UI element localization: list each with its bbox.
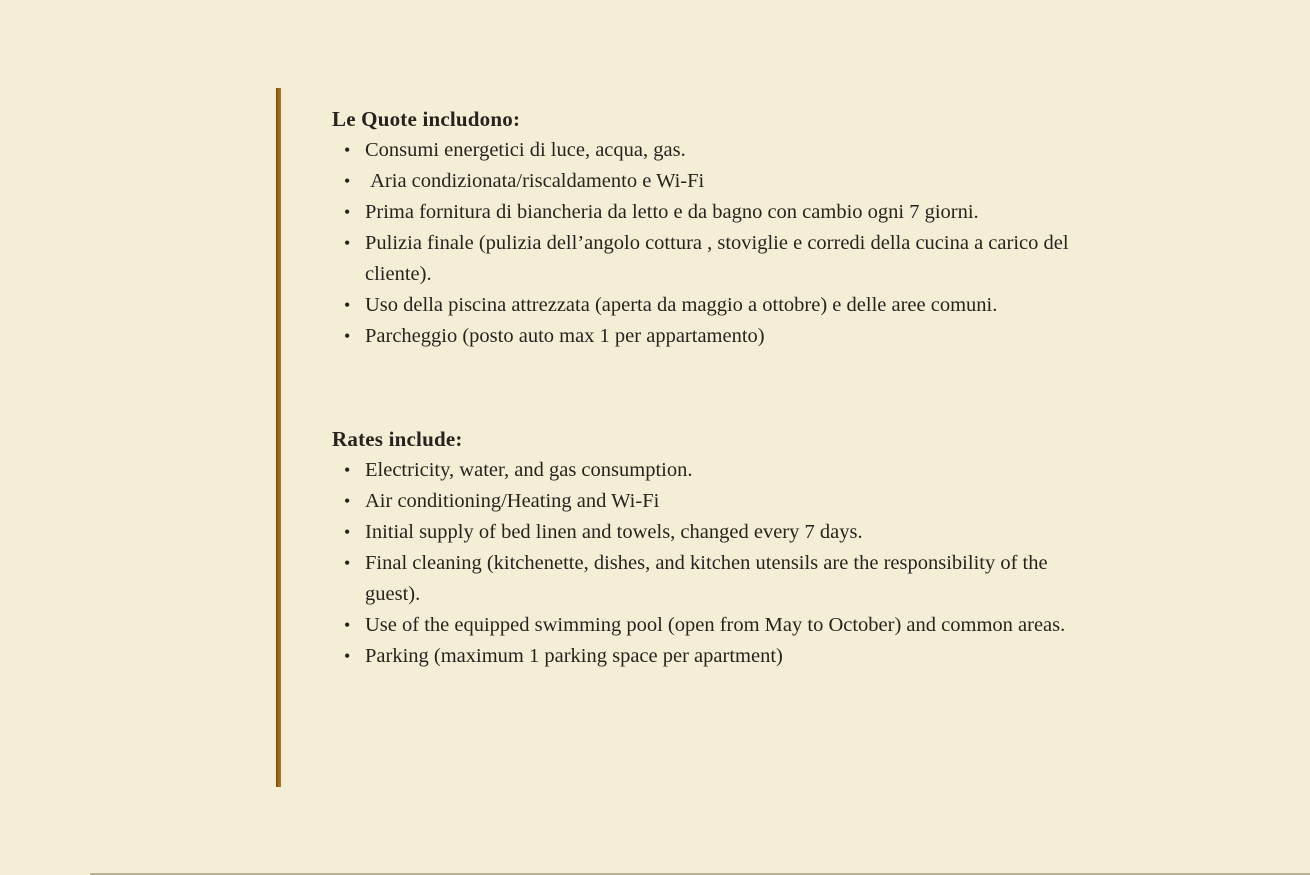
list-item-text: Final cleaning (kitchenette, dishes, and kitchen utensils are the responsibility of the guest). xyxy=(365,552,1053,605)
list-item xyxy=(332,321,1074,352)
list-item-text: Parcheggio (posto auto max 1 per appartamento) xyxy=(365,325,765,347)
list-item-text: Parking (maximum 1 parking space per apartment) xyxy=(365,645,783,667)
list-item xyxy=(332,290,1074,321)
bullet-icon: • xyxy=(344,140,351,160)
bullet-icon: • xyxy=(344,522,351,542)
list-item-text: Electricity, water, and gas consumption. xyxy=(365,459,693,481)
section-italian xyxy=(332,104,1112,352)
list-item xyxy=(332,641,1074,672)
bullet-icon: • xyxy=(344,460,351,480)
list-item xyxy=(332,197,1074,228)
accent-bar xyxy=(276,88,281,787)
list-item-text: Uso della piscina attrezzata (aperta da maggio a ottobre) e delle aree comuni. xyxy=(365,294,998,316)
list-item xyxy=(332,166,1074,197)
bullet-icon: • xyxy=(344,295,351,315)
list-item xyxy=(332,228,1074,290)
bullet-icon: • xyxy=(344,171,351,191)
list-item-text: Pulizia finale (pulizia dell’angolo cottura , stoviglie e corredi della cucina a carico del cliente). xyxy=(365,232,1074,285)
list-item-text: Air conditioning/Heating and Wi-Fi xyxy=(365,490,660,512)
section-heading-italian: Le Quote includono: xyxy=(332,107,521,131)
bullet-icon: • xyxy=(344,233,351,253)
bullet-icon: • xyxy=(344,326,351,346)
bullet-icon: • xyxy=(344,553,351,573)
content-area xyxy=(332,104,1112,672)
list-item-text: Consumi energetici di luce, acqua, gas. xyxy=(365,139,686,161)
list-item xyxy=(332,455,1074,486)
bullet-icon: • xyxy=(344,202,351,222)
list-item xyxy=(332,486,1074,517)
bullet-list-english xyxy=(332,455,1074,672)
section-english xyxy=(332,424,1112,672)
bullet-icon: • xyxy=(344,615,351,635)
list-item xyxy=(332,517,1074,548)
list-item-text: Initial supply of bed linen and towels, changed every 7 days. xyxy=(365,521,863,543)
list-item xyxy=(332,548,1074,610)
bullet-list-italian xyxy=(332,135,1074,352)
list-item xyxy=(332,610,1074,641)
list-item-text: Use of the equipped swimming pool (open from May to October) and common areas. xyxy=(365,614,1066,636)
bullet-icon: • xyxy=(344,491,351,511)
list-item xyxy=(332,135,1074,166)
list-item-text: Prima fornitura di biancheria da letto e da bagno con cambio ogni 7 giorni. xyxy=(365,201,979,223)
bullet-icon: • xyxy=(344,646,351,666)
list-item-text: Aria condizionata/riscaldamento e Wi-Fi xyxy=(365,170,705,192)
section-heading-english: Rates include: xyxy=(332,427,463,451)
